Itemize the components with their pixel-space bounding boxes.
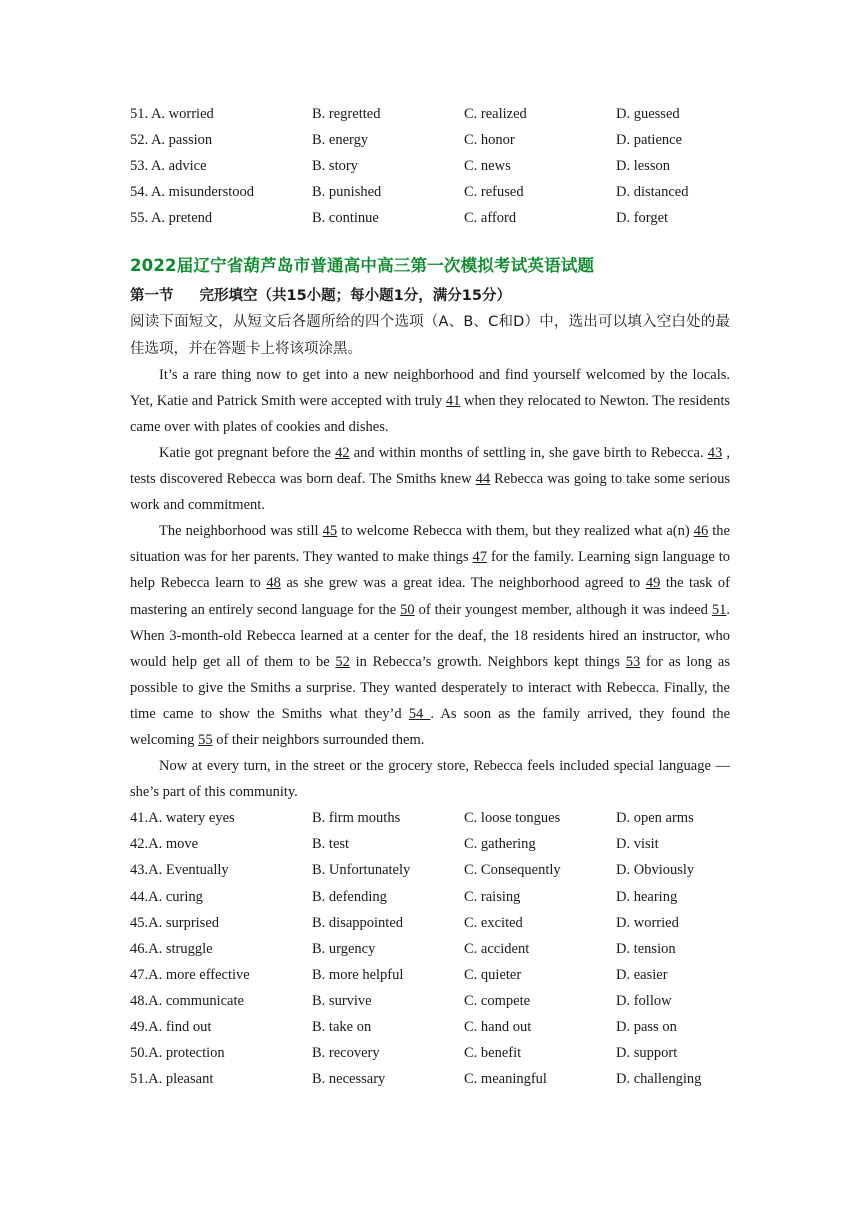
blank-54: 54 [408, 705, 431, 722]
section-header [130, 283, 730, 309]
blank-41: 41 [445, 392, 461, 409]
option-row: 52. A. passion B. energy C. honor D. patience [130, 132, 683, 149]
option-row: 51.A. pleasant B. necessary C. meaningful D. challenging [130, 1071, 702, 1088]
blank-44: 44 [475, 471, 491, 488]
option-row: 45.A. surprised B. disappointed C. excited D. worried [130, 914, 679, 931]
option-row: 47.A. more effective B. more helpful C. quieter D. easier [130, 966, 668, 983]
blank-50: 50 [400, 601, 415, 618]
option-row: 55. A. pretend B. continue C. afford D. forget [130, 210, 669, 227]
option-row: 41.A. watery eyes B. firm mouths C. loose tongues D. open arms [130, 810, 694, 827]
option-row: 53. A. advice B. story C. news D. lesson [130, 158, 670, 175]
blank-48: 48 [266, 575, 281, 592]
exam-title: 2022届辽宁省葫芦岛市普通高中高三第一次模拟考试英语试题 [130, 256, 595, 276]
option-row: 49.A. find out B. take on C. hand out D. pass on [130, 1019, 677, 1035]
passage-paragraph-4: Now at every turn, in the street or the grocery store, Rebecca feels included special language — she’s part of this community. [130, 758, 730, 801]
blank-46: 46 [693, 523, 709, 540]
blank-42: 42 [335, 444, 350, 461]
option-row: 48.A. communicate B. survive C. compete D. follow [130, 992, 672, 1009]
blank-51: 51 [711, 601, 727, 618]
document-page [130, 101, 730, 1092]
passage-paragraph-3: The neighborhood was still 45 to welcome Rebecca with them, but they realized what a(n) 46 the situation was for her parents. They wanted to make things 47 for the family. Learning sign language to help Rebecca learn to 48 as she grew was a great idea. The neighborhood agreed to 49 the task of mastering an entirely second language for the 50 of their youngest member, although it was indeed 51. When 3-month-old Rebecca learned at a center for the deaf, the 18 residents hired an instructor, who would help get all of them to be 52 in Rebecca’s growth. Neighbors kept things 53 for as long as possible to give the Smiths a surprise. They wanted desperately to interact with Rebecca. Finally, the time came to show the Smiths what they’d 54 . As soon as the family arrived, they found the welcoming 55 of their neighbors surrounded them. [130, 523, 731, 748]
blank-52: 52 [335, 653, 350, 670]
passage [130, 362, 730, 806]
blank-55: 55 [198, 731, 213, 748]
section-title: 完形填空（共15小题；每小题1分，满分15分） [199, 288, 511, 305]
option-row: 42.A. move B. test C. gathering D. visit [130, 836, 659, 853]
option-row: 51. A. worried B. regretted C. realized D. guessed [130, 106, 680, 122]
option-row: 46.A. struggle B. urgency C. accident D. tension [130, 940, 676, 957]
option-row: 44.A. curing B. defending C. raising D. hearing [130, 888, 678, 905]
option-row: 43.A. Eventually B. Unfortunately C. Consequently D. Obviously [130, 862, 695, 879]
passage-paragraph-2: Katie got pregnant before the 42 and within months of settling in, she gave birth to Rebecca. 43 , tests discovered Rebecca was born deaf. The Smiths knew 44 Rebecca was going to take some serious work and commitment. [130, 444, 730, 514]
answer-options-list [130, 805, 730, 1092]
option-row: 54. A. misunderstood B. punished C. refused D. distanced [130, 184, 689, 201]
section-label: 第一节 [130, 288, 174, 305]
previous-options-list [130, 101, 730, 231]
blank-45: 45 [322, 523, 338, 540]
instructions: 阅读下面短文，从短文后各题所给的四个选项（A、B、C和D）中，选出可以填入空白处的最佳选项，并在答题卡上将该项涂黑。 [130, 314, 730, 357]
blank-43: 43 [707, 444, 723, 461]
passage-paragraph-1: It’s a rare thing now to get into a new neighborhood and find yourself welcomed by the locals. Yet, Katie and Patrick Smith were accepted with truly 41 when they relocated to Newton. The residents came over with plates of cookies and dishes. [130, 366, 730, 435]
blank-47: 47 [472, 549, 488, 566]
option-row: 50.A. protection B. recovery C. benefit D. support [130, 1045, 678, 1062]
blank-49: 49 [645, 575, 661, 592]
blank-53: 53 [625, 653, 641, 670]
